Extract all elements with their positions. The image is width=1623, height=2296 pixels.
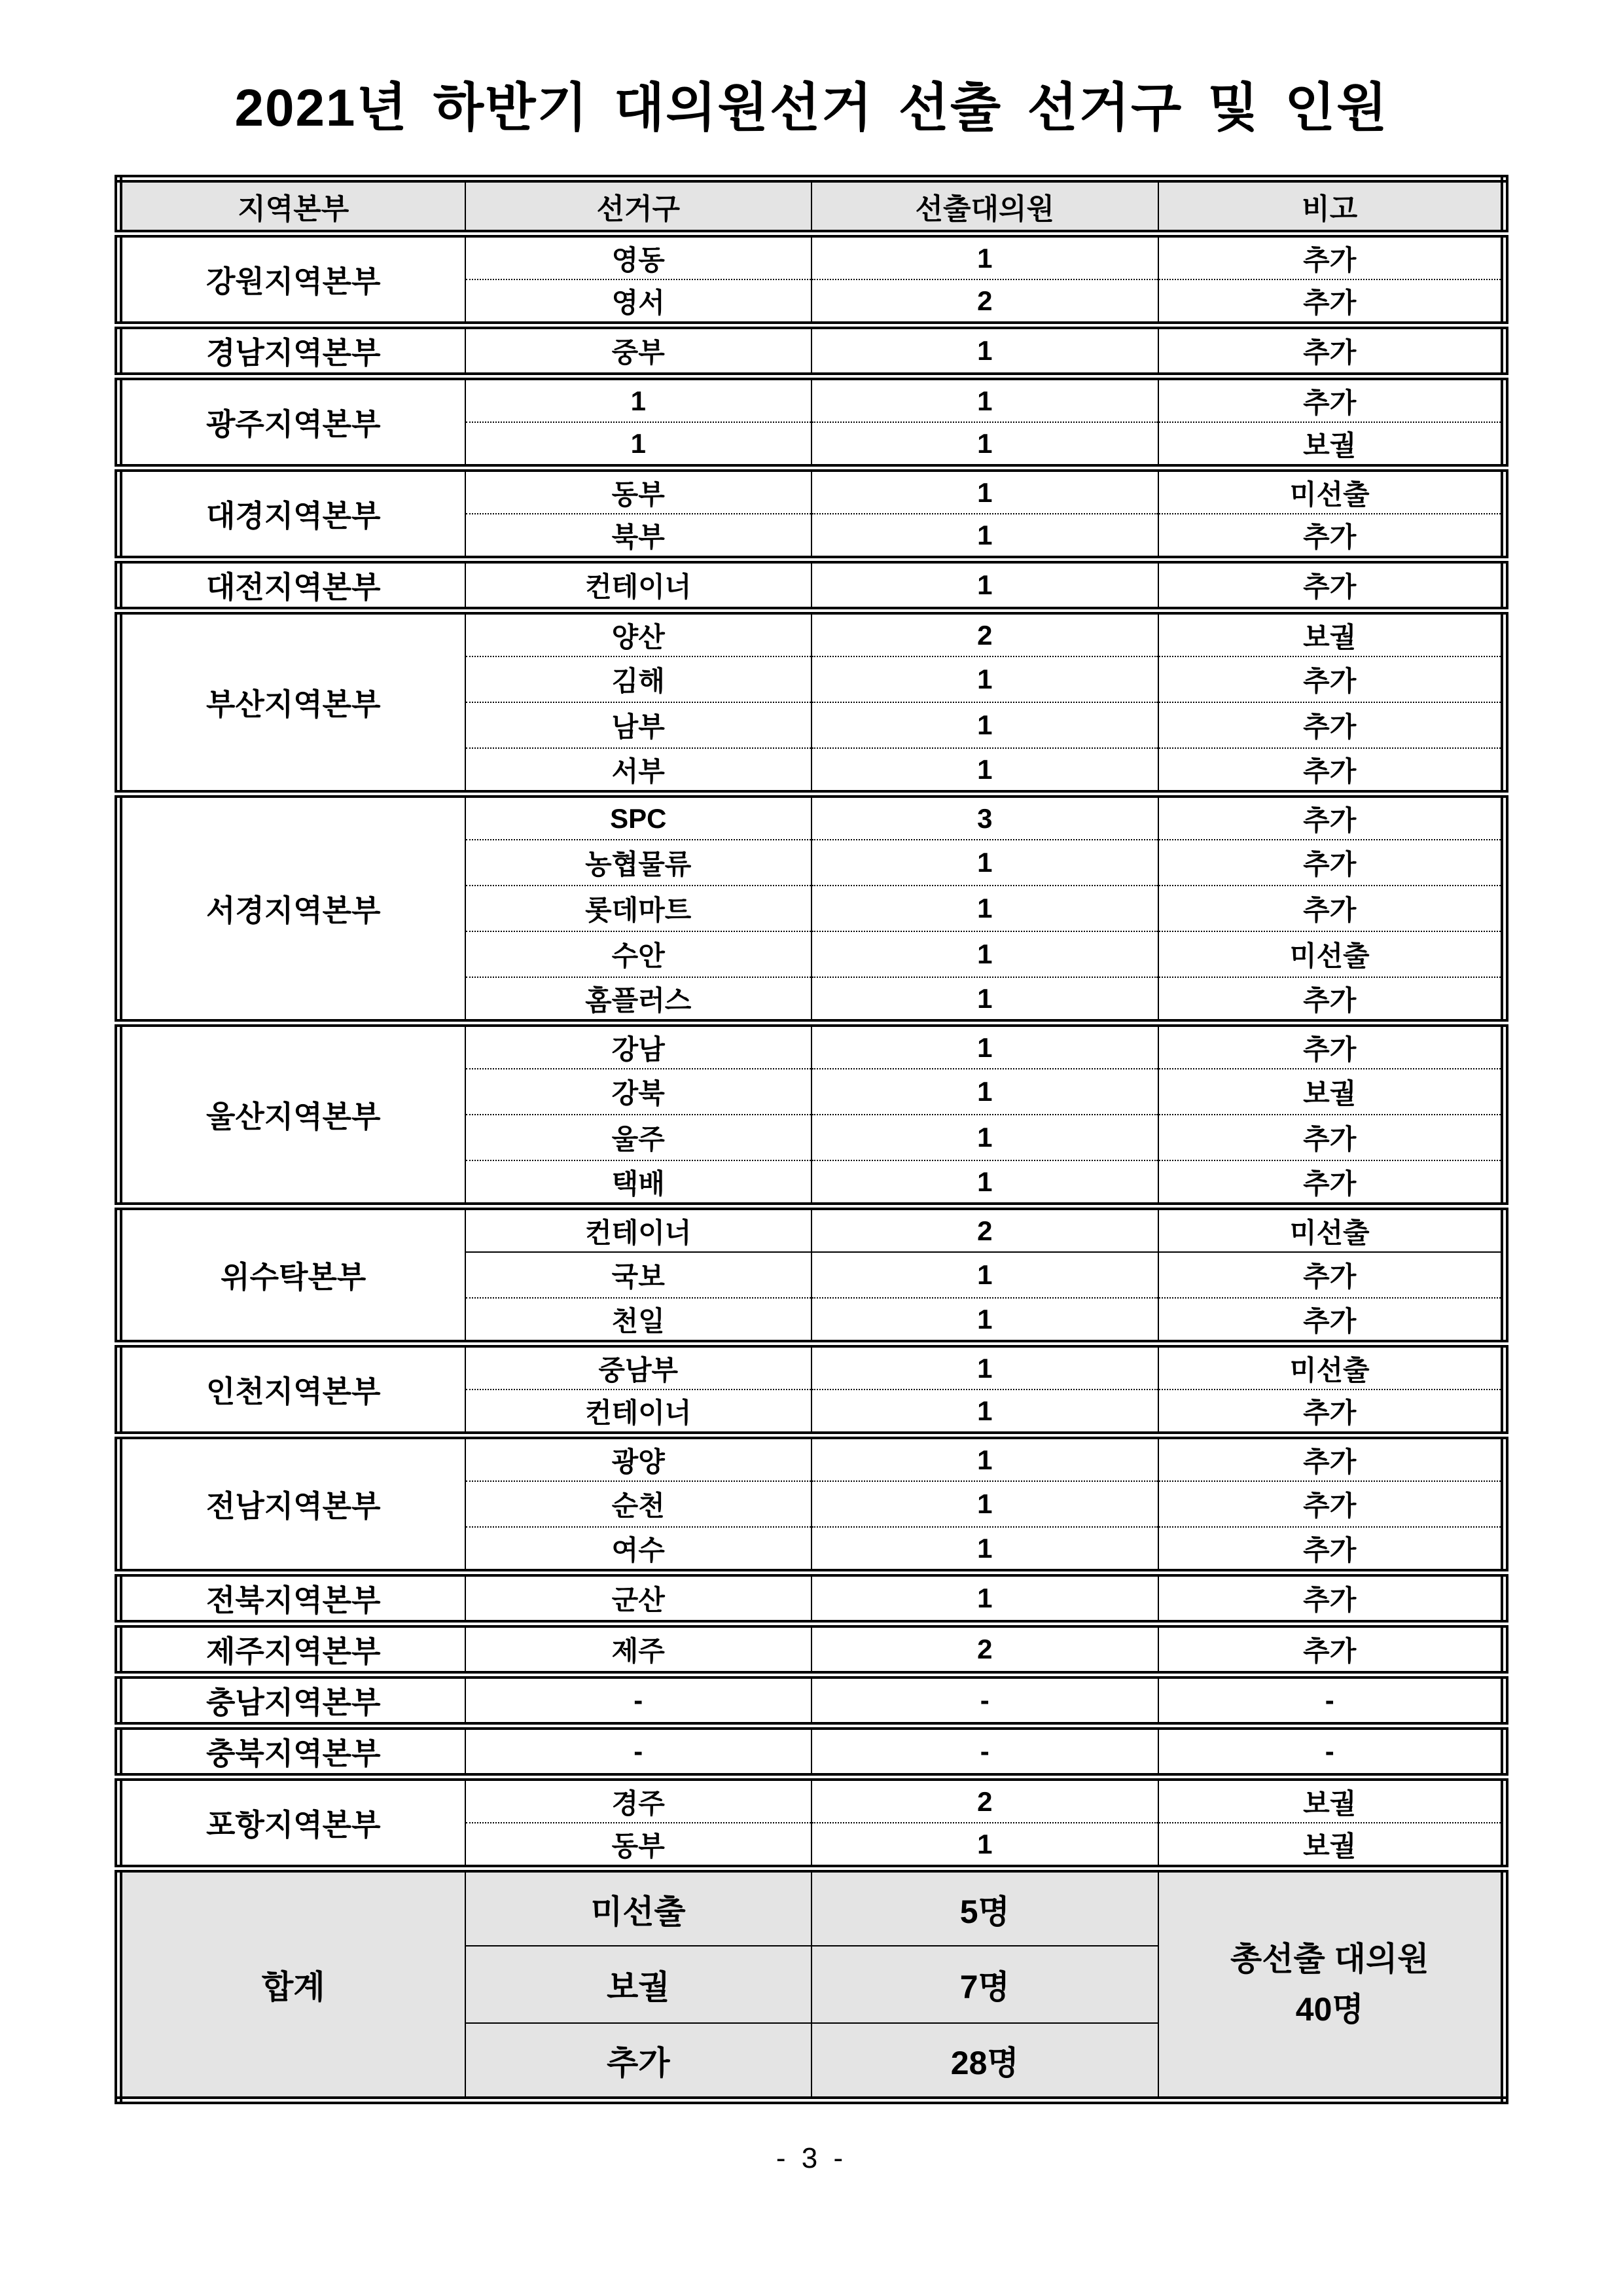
district-cell: 1 [465,422,812,468]
district-cell: 남부 [465,702,812,748]
delegates-cell: 1 [812,1527,1158,1573]
delegates-cell: 1 [812,1481,1158,1527]
delegates-cell: 2 [812,1777,1158,1823]
district-cell: 광양 [465,1435,812,1481]
district-cell: 국보 [465,1252,812,1298]
delegates-cell: 1 [812,422,1158,468]
summary-category-cell: 추가 [465,2023,812,2100]
note-cell: 추가 [1158,748,1505,794]
delegates-cell: 1 [812,656,1158,702]
region-cell: 대경지역본부 [118,468,465,560]
note-cell: 추가 [1158,656,1505,702]
delegates-cell: 1 [812,1069,1158,1115]
delegates-cell: 1 [812,1252,1158,1298]
region-cell: 부산지역본부 [118,611,465,794]
district-cell: 수안 [465,931,812,977]
note-cell: 추가 [1158,1390,1505,1435]
delegates-cell: 1 [812,376,1158,422]
district-cell: 강남 [465,1023,812,1069]
district-cell: - [465,1675,812,1726]
note-cell: 추가 [1158,1298,1505,1344]
district-cell: 경주 [465,1777,812,1823]
summary-label-cell: 합계 [118,1869,465,2100]
delegates-cell: 1 [812,886,1158,931]
note-cell: 보궐 [1158,422,1505,468]
delegates-cell: 3 [812,794,1158,840]
table-row [118,325,1505,376]
col-header-note: 비고 [1158,179,1505,234]
delegates-cell: 1 [812,1160,1158,1206]
district-cell: 컨테이너 [465,1390,812,1435]
table-row [118,794,1505,840]
note-cell: 미선출 [1158,931,1505,977]
col-header-delegates: 선출대의원 [812,179,1158,234]
table-row [118,1675,1505,1726]
table-row [118,1726,1505,1777]
district-cell: 롯데마트 [465,886,812,931]
table-row [118,468,1505,514]
district-cell: 북부 [465,514,812,560]
region-cell: 충북지역본부 [118,1726,465,1777]
district-cell: 양산 [465,611,812,656]
region-cell: 충남지역본부 [118,1675,465,1726]
note-cell: 추가 [1158,560,1505,611]
district-cell: 농협물류 [465,840,812,886]
region-cell: 포항지역본부 [118,1777,465,1869]
delegates-cell: 1 [812,840,1158,886]
district-cell: 순천 [465,1481,812,1527]
note-cell: 미선출 [1158,1206,1505,1252]
delegates-cell: 2 [812,1206,1158,1252]
table-row [118,1435,1505,1481]
note-cell: 추가 [1158,1573,1505,1624]
table-row [118,1206,1505,1252]
district-cell: 영서 [465,279,812,325]
district-cell: 여수 [465,1527,812,1573]
note-cell: - [1158,1726,1505,1777]
election-table [115,175,1508,2104]
table-row [118,611,1505,656]
note-cell: 보궐 [1158,1777,1505,1823]
delegates-cell: 1 [812,1298,1158,1344]
note-cell: 추가 [1158,234,1505,279]
note-cell: 미선출 [1158,1344,1505,1390]
summary-count-cell: 5명 [812,1869,1158,1946]
region-cell: 강원지역본부 [118,234,465,325]
summary-total-label: 총선출 대의원 [1230,1940,1429,1977]
district-cell: SPC [465,794,812,840]
note-cell: 보궐 [1158,611,1505,656]
delegates-cell: - [812,1726,1158,1777]
note-cell: 추가 [1158,1624,1505,1675]
district-cell: - [465,1726,812,1777]
header-row [118,179,1505,234]
note-cell: 추가 [1158,702,1505,748]
note-cell: 보궐 [1158,1069,1505,1115]
summary-count-cell: 28명 [812,2023,1158,2100]
note-cell: 보궐 [1158,1823,1505,1869]
table-row [118,1573,1505,1624]
summary-total-value: 40명 [1295,1991,1364,2028]
region-cell: 광주지역본부 [118,376,465,468]
district-cell: 1 [465,376,812,422]
district-cell: 천일 [465,1298,812,1344]
district-cell: 컨테이너 [465,560,812,611]
note-cell: 추가 [1158,840,1505,886]
summary-category-cell: 미선출 [465,1869,812,1946]
district-cell: 택배 [465,1160,812,1206]
region-cell: 인천지역본부 [118,1344,465,1435]
summary-total-cell [1158,1869,1505,2100]
delegates-cell: 1 [812,931,1158,977]
note-cell: 추가 [1158,1252,1505,1298]
delegates-cell: 1 [812,702,1158,748]
summary-count-cell: 7명 [812,1946,1158,2023]
delegates-cell: 1 [812,748,1158,794]
table-row [118,1344,1505,1390]
delegates-cell: 2 [812,1624,1158,1675]
region-cell: 전북지역본부 [118,1573,465,1624]
region-cell: 위수탁본부 [118,1206,465,1344]
note-cell: 추가 [1158,376,1505,422]
note-cell: 추가 [1158,1160,1505,1206]
note-cell: - [1158,1675,1505,1726]
note-cell: 추가 [1158,1481,1505,1527]
region-cell: 제주지역본부 [118,1624,465,1675]
note-cell: 추가 [1158,514,1505,560]
col-header-district: 선거구 [465,179,812,234]
district-cell: 제주 [465,1624,812,1675]
delegates-cell: 1 [812,1344,1158,1390]
summary-row [118,1869,1505,1946]
table-row [118,234,1505,279]
note-cell: 추가 [1158,977,1505,1023]
table-row [118,560,1505,611]
district-cell: 영동 [465,234,812,279]
delegates-cell: 1 [812,468,1158,514]
delegates-cell: 1 [812,560,1158,611]
region-cell: 서경지역본부 [118,794,465,1023]
district-cell: 김해 [465,656,812,702]
district-cell: 서부 [465,748,812,794]
delegates-cell: 1 [812,977,1158,1023]
delegates-cell: 1 [812,1823,1158,1869]
delegates-cell: 1 [812,1115,1158,1160]
page-title: 2021년 하반기 대의원선거 선출 선거구 및 인원 [234,79,1389,137]
delegates-cell: 1 [812,514,1158,560]
col-header-region: 지역본부 [118,179,465,234]
region-cell: 경남지역본부 [118,325,465,376]
note-cell: 추가 [1158,886,1505,931]
district-cell: 군산 [465,1573,812,1624]
delegates-cell: - [812,1675,1158,1726]
table-row [118,1624,1505,1675]
note-cell: 추가 [1158,1527,1505,1573]
district-cell: 중남부 [465,1344,812,1390]
note-cell: 추가 [1158,1435,1505,1481]
note-cell: 추가 [1158,1115,1505,1160]
summary-category-cell: 보궐 [465,1946,812,2023]
table-row [118,1777,1505,1823]
region-cell: 전남지역본부 [118,1435,465,1573]
delegates-cell: 1 [812,234,1158,279]
note-cell: 추가 [1158,794,1505,840]
district-cell: 중부 [465,325,812,376]
table-row [118,376,1505,422]
delegates-cell: 1 [812,1435,1158,1481]
district-cell: 동부 [465,1823,812,1869]
delegates-cell: 1 [812,1023,1158,1069]
table-row [118,1023,1505,1069]
delegates-cell: 1 [812,325,1158,376]
district-cell: 동부 [465,468,812,514]
delegates-cell: 1 [812,1573,1158,1624]
note-cell: 추가 [1158,279,1505,325]
page-number: - 3 - [776,2142,847,2174]
district-cell: 울주 [465,1115,812,1160]
district-cell: 홈플러스 [465,977,812,1023]
delegates-cell: 2 [812,611,1158,656]
note-cell: 추가 [1158,1023,1505,1069]
delegates-cell: 1 [812,1390,1158,1435]
note-cell: 미선출 [1158,468,1505,514]
district-cell: 강북 [465,1069,812,1115]
delegates-cell: 2 [812,279,1158,325]
region-cell: 대전지역본부 [118,560,465,611]
region-cell: 울산지역본부 [118,1023,465,1206]
district-cell: 컨테이너 [465,1206,812,1252]
note-cell: 추가 [1158,325,1505,376]
